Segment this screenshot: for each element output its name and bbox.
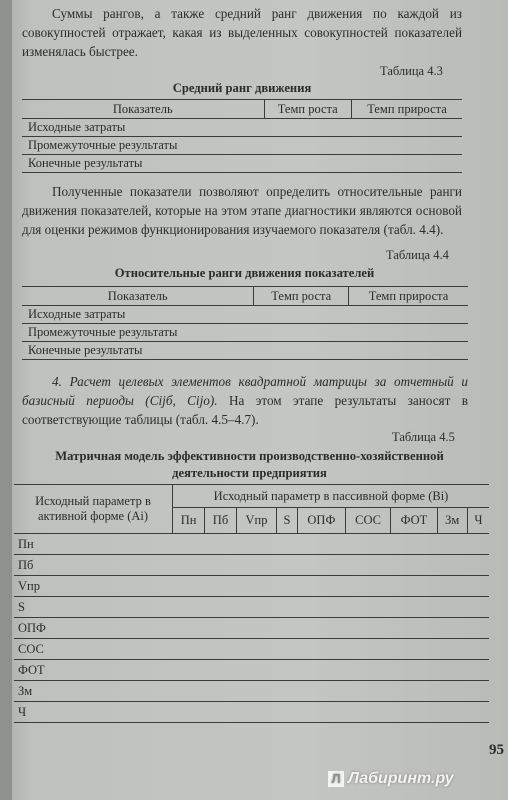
table-4-4 (22, 286, 468, 360)
row-label: Промежуточные результаты (22, 137, 264, 155)
table-4-4-title: Относительные ранги движения показателей (114, 266, 375, 280)
table-header-cell: Показатель (22, 287, 254, 306)
subheader-cell: Зм (437, 508, 467, 534)
table-row (14, 576, 489, 597)
row-label: СОС (14, 639, 173, 660)
row-label: Исходные затраты (22, 119, 264, 137)
row-label: ФОТ (14, 660, 173, 681)
row-label: Конечные результаты (22, 155, 264, 173)
page-number: 95 (489, 742, 504, 758)
table-row (22, 155, 462, 173)
table-header-cell: Темп прироста (349, 287, 468, 306)
table-4-4-caption: Таблица 4.4 (386, 248, 449, 262)
third-paragraph (22, 372, 468, 429)
table-row (14, 681, 489, 702)
row-label: Ч (14, 702, 173, 723)
subheader-cell: Пн (173, 508, 205, 534)
table-row (14, 618, 489, 639)
intro-paragraph: Суммы рангов, а также средний ранг движения по каждой из совокупностей отражает, какая из выделенных совокупностей показателей изменялась быстрее. (22, 6, 462, 59)
table-row (14, 639, 489, 660)
table-4-3-title: Средний ранг движения (172, 81, 312, 95)
active-form-header: Исходный параметр в активной форме (Ai) (14, 485, 173, 534)
table-header-cell: Темп прироста (352, 100, 462, 119)
row-label: Пн (14, 534, 173, 555)
row-label: Зм (14, 681, 173, 702)
step-text: На этом этапе результаты заносят в соответствующие таблицы (табл. 4.5–4.7). (22, 393, 468, 427)
table-4-3 (22, 99, 462, 173)
watermark-text: Лабиринт.ру (348, 770, 454, 787)
table-row (14, 534, 489, 555)
table-row (22, 137, 462, 155)
table-row (14, 702, 489, 723)
row-label: Vпр (14, 576, 173, 597)
watermark-logo (328, 770, 454, 788)
table-4-5-caption: Таблица 4.5 (392, 430, 455, 444)
subheader-cell: ОПФ (297, 508, 345, 534)
table-row (22, 306, 468, 324)
table-header-cell: Показатель (22, 100, 264, 119)
book-spine (0, 0, 12, 800)
table-4-3-caption: Таблица 4.3 (380, 64, 443, 78)
subheader-cell: S (277, 508, 298, 534)
row-label: Промежуточные результаты (22, 324, 254, 342)
table-row (22, 324, 468, 342)
table-row (14, 555, 489, 576)
table-header-cell: Темп роста (254, 287, 349, 306)
subheader-cell: ФОТ (391, 508, 437, 534)
table-header-cell: Темп роста (264, 100, 352, 119)
subheader-cell: СОС (345, 508, 390, 534)
step-heading: 4. Расчет целевых элементов квадратной матрицы за отчетный и базисный периоды (Cijб, Cijо). (22, 374, 468, 408)
table-row (14, 597, 489, 618)
table-row (22, 119, 462, 137)
row-label: S (14, 597, 173, 618)
subheader-cell: Пб (205, 508, 237, 534)
row-label: Пб (14, 555, 173, 576)
table-row (22, 342, 468, 360)
labirint-logo-icon: Л (328, 771, 344, 787)
passive-form-header: Исходный параметр в пассивной форме (Bi) (173, 485, 490, 508)
second-paragraph: Полученные показатели позволяют определить относительные ранги движения показателей, которые на этом этапе диагностики являются основой для оценки режимов функционирования изучаемого показателя (табл. 4.4). (22, 184, 462, 237)
row-label: Исходные затраты (22, 306, 254, 324)
table-4-5 (14, 484, 489, 723)
table-row (14, 660, 489, 681)
row-label: ОПФ (14, 618, 173, 639)
table-4-5-title: Матричная модель эффективности производственно-хозяйственной деятельности предприятия (55, 449, 444, 480)
subheader-cell: Vпр (236, 508, 276, 534)
subheader-cell: Ч (467, 508, 489, 534)
row-label: Конечные результаты (22, 342, 254, 360)
